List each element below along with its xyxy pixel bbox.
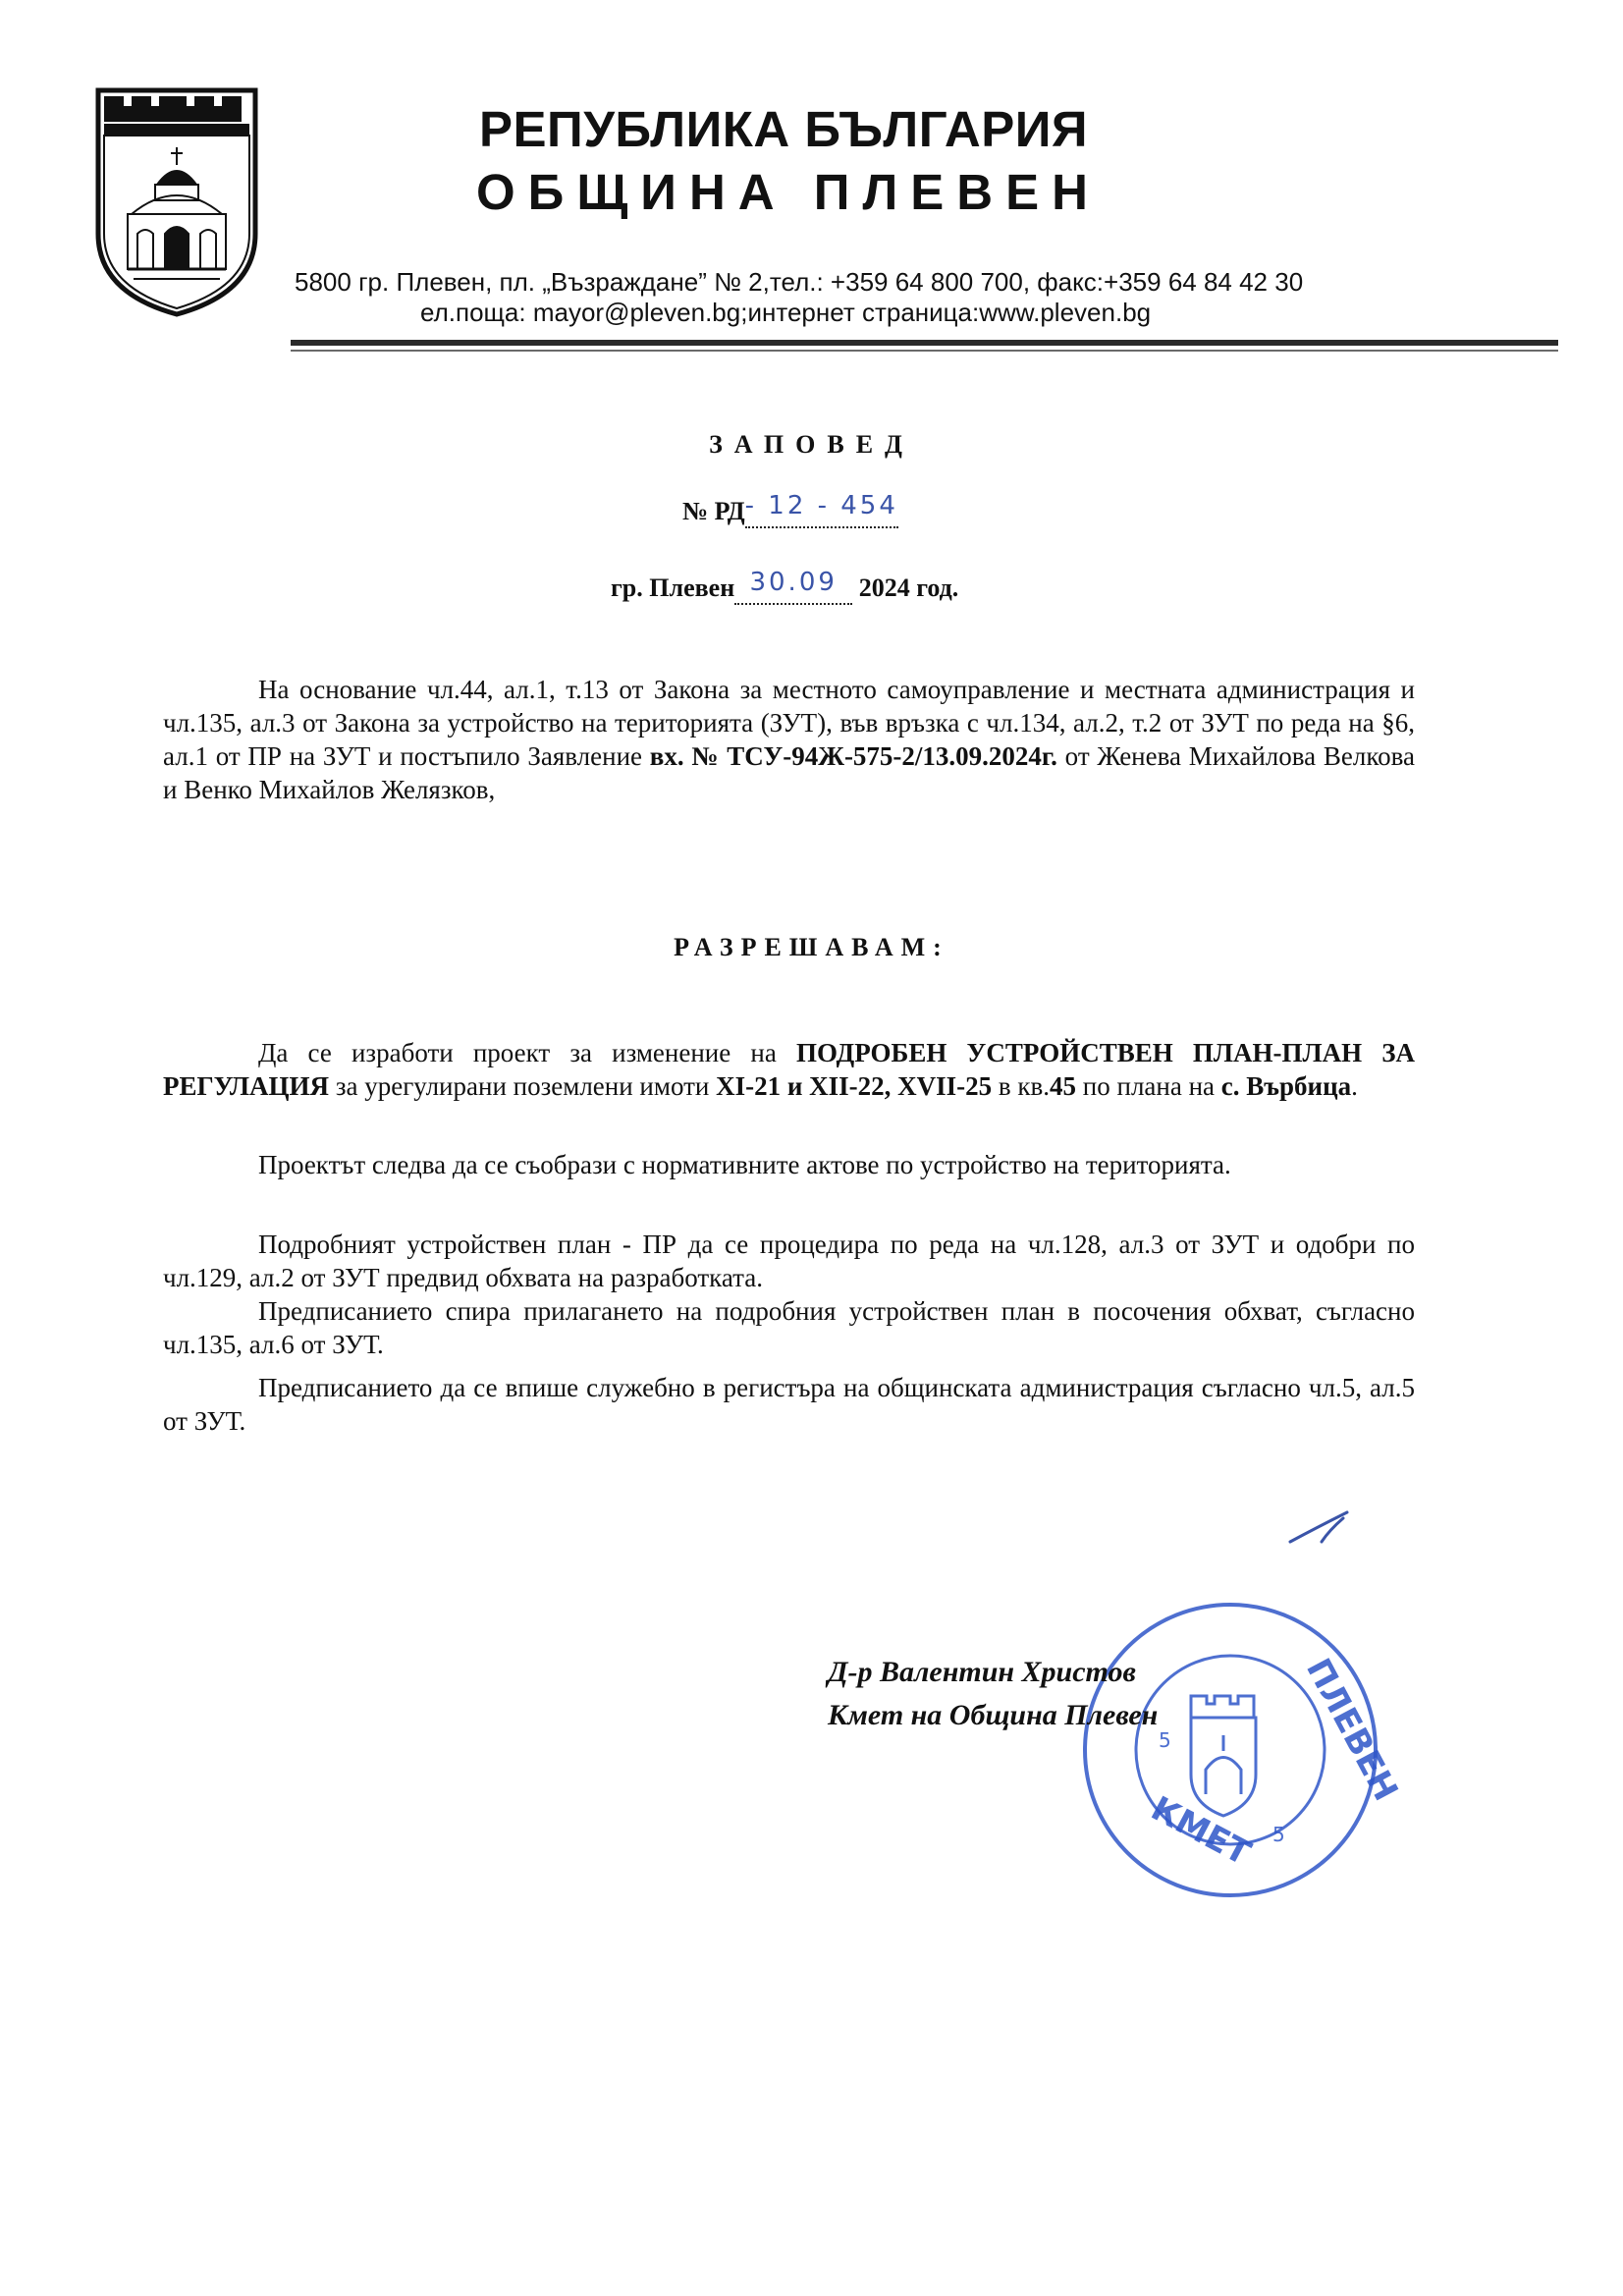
- permit-p1-a: Да се изработи проект за изменение на: [258, 1038, 796, 1067]
- order-number-field: [744, 491, 898, 528]
- permit-properties: ХІ-21 и ХІІ-22, ХVІІ-25: [716, 1071, 993, 1101]
- permit-paragraph-3: Подробният устройствен план - ПР да се процедира по реда на чл.128, ал.3 от ЗУТ и одобри по чл.129, ал.2 от ЗУТ предвид обхвата на разработката.: [163, 1230, 1415, 1292]
- official-stamp: [1078, 1598, 1406, 1902]
- document-title: ЗАПОВЕД: [709, 430, 914, 459]
- stamp-text-bottom: КМЕТ: [1144, 1788, 1257, 1874]
- permit-paragraph-4: Предписанието спира прилагането на подробния устройствен план в посочения обхват, съгласно чл.135, ал.6 от ЗУТ.: [163, 1296, 1415, 1359]
- permit-heading: РАЗРЕШАВАМ:: [674, 933, 949, 961]
- stamp-number: 5: [1272, 1823, 1285, 1846]
- preamble-paragraph: [163, 673, 1415, 806]
- order-date-field: [734, 568, 852, 605]
- permit-p1-c: в кв.: [992, 1071, 1051, 1101]
- order-place-prefix: гр. Плевен: [611, 574, 735, 602]
- header-divider-thin: [291, 350, 1558, 352]
- header-title-republic: РЕПУБЛИКА БЪЛГАРИЯ: [479, 101, 1089, 157]
- header-contacts: ел.поща: mayor@pleven.bg;интернет страница:www.pleven.bg: [420, 298, 1152, 327]
- signer-name: Д-р Валентин Христов: [828, 1656, 1136, 1688]
- permit-block-number: 45: [1050, 1071, 1077, 1101]
- handwritten-signature: [1286, 1508, 1355, 1548]
- order-number-handwritten: - 12 - 454: [744, 491, 898, 520]
- order-date-handwritten: 30.09: [749, 568, 838, 597]
- header-address: 5800 гр. Плевен, пл. „Възраждане” № 2,тел.: +359 64 800 700, факс:+359 64 84 42 30: [295, 267, 1304, 297]
- preamble-text-a: На основание чл.44, ал.1, т.13 от Закона за местното самоуправление и местната администрация и чл.135, ал.3 от Закона за устройство на територията (ЗУТ), във връзка с чл.134, ал.2, т.2 от ЗУТ по реда на §6, ал.1 от ПР на ЗУТ и постъпило Заявление: [163, 675, 1415, 771]
- permit-paragraph-5: Предписанието да се впише служебно в регистъра на общинската администрация съгласно чл.5, ал.5 от ЗУТ.: [163, 1373, 1415, 1436]
- order-year: 2024 год.: [858, 574, 959, 602]
- permit-village: с. Върбица: [1220, 1071, 1352, 1101]
- order-number-prefix: № РД: [682, 497, 745, 525]
- permit-p1-e: .: [1351, 1071, 1358, 1101]
- signer-title: Кмет на Община Плевен: [828, 1699, 1159, 1731]
- stamp-number-left: 5: [1159, 1728, 1171, 1752]
- preamble-text-b: от Женева Михайлова Велкова и Венко Михайлов Желязков,: [163, 741, 1415, 804]
- permit-paragraph-1: [163, 1036, 1415, 1103]
- stamp-text-top: ПЛЕВЕН: [1298, 1652, 1406, 1808]
- coat-of-arms-icon: [94, 86, 259, 318]
- preamble-request-number: вх. № ТСУ-94Ж-575-2/13.09.2024г.: [649, 741, 1057, 771]
- order-place-date: [611, 568, 1200, 605]
- permit-plan-type: ПОДРОБЕН УСТРОЙСТВЕН ПЛАН-ПЛАН ЗА РЕГУЛАЦИЯ: [163, 1038, 1415, 1101]
- permit-p1-d: по плана на: [1076, 1071, 1221, 1101]
- order-number: [682, 491, 1075, 528]
- header-divider: [291, 340, 1558, 346]
- permit-paragraph-2: Проектът следва да се съобрази с нормативните актове по устройство на територията.: [258, 1150, 1231, 1179]
- permit-p1-b: за урегулирани поземлени имоти: [329, 1071, 717, 1101]
- header-title-municipality: ОБЩИНА ПЛЕВЕН: [476, 164, 1101, 220]
